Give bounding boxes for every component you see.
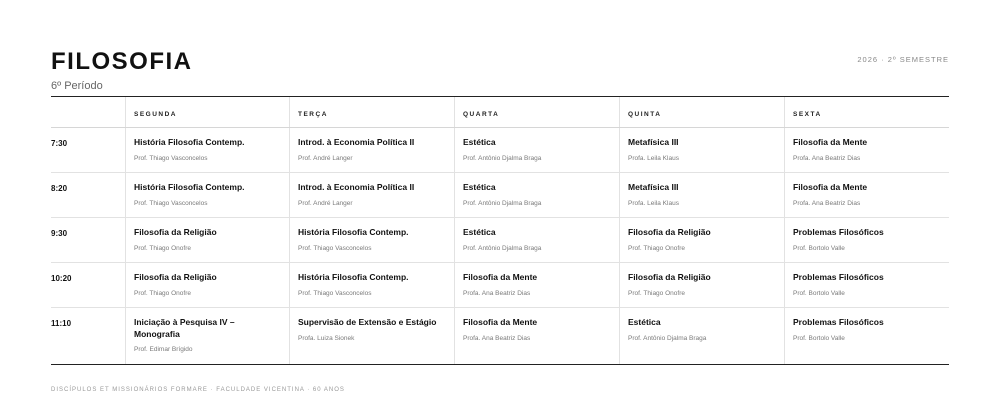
class-professor: Profa. Luiza Sionek [298,334,355,342]
class-name: Metafísica III [628,182,679,192]
class-professor: Prof. Thiago Vasconcelos [134,199,208,207]
class-name: Filosofia da Mente [463,272,538,282]
page-subtitle: 6º Período [51,80,103,92]
class-cell [125,173,289,217]
page-header [51,46,949,96]
table-row [51,308,949,364]
table-row [51,263,949,308]
class-professor: Prof. André Langer [298,154,353,162]
table-row [51,173,949,218]
day-header-sexta: SEXTA [784,97,949,127]
class-name: Metafísica III [628,137,679,147]
class-cell [289,173,454,217]
class-name: Filosofia da Mente [793,182,868,192]
class-cell [125,308,289,364]
class-cell [784,218,949,262]
class-name: Filosofia da Religião [628,272,711,282]
class-name: Supervisão de Extensão e Estágio [298,317,437,327]
class-professor: Prof. Thiago Vasconcelos [134,154,208,162]
class-cell [619,128,784,172]
class-cell [125,218,289,262]
time-slot: 9:30 [51,229,68,238]
class-cell [454,308,619,364]
class-name: História Filosofia Contemp. [298,227,409,237]
class-cell [454,263,619,307]
class-professor: Prof. Bortolo Valle [793,334,845,342]
class-professor: Prof. Antônio Djalma Braga [463,199,542,207]
class-cell [619,308,784,364]
class-name: Estética [628,317,661,327]
class-professor: Profa. Ana Beatriz Dias [463,289,531,297]
class-name: Estética [463,137,496,147]
class-professor: Prof. Thiago Vasconcelos [298,289,372,297]
table-row [51,218,949,263]
class-cell [619,218,784,262]
class-professor: Prof. Bortolo Valle [793,289,845,297]
class-cell [619,173,784,217]
class-cell [454,173,619,217]
class-name: Estética [463,182,496,192]
class-name: Filosofia da Religião [628,227,711,237]
time-header-cell [51,97,125,127]
class-name: História Filosofia Contemp. [134,182,245,192]
class-cell [289,308,454,364]
class-name: Filosofia da Mente [793,137,868,147]
class-professor: Prof. Antônio Djalma Braga [628,334,707,342]
class-cell [454,218,619,262]
class-cell [784,173,949,217]
class-name: Introd. à Economia Política II [298,182,415,192]
day-header-quarta: QUARTA [454,97,619,127]
time-slot: 8:20 [51,184,68,193]
class-name: Problemas Filosóficos [793,227,884,237]
class-professor: Prof. Bortolo Valle [793,244,845,252]
class-name: Estética [463,227,496,237]
page-footer: DISCÍPULOS ET MISSIONÁRIOS FORMARE · FACULDADE VICENTINA · 60 ANOS [51,387,345,393]
class-name: Introd. à Economia Política II [298,137,415,147]
class-cell [784,128,949,172]
class-professor: Profa. Leila Klaus [628,154,679,162]
time-slot: 7:30 [51,139,68,148]
class-professor: Prof. Edimar Brígido [134,346,193,353]
class-professor: Prof. Antônio Djalma Braga [463,154,542,162]
table-row [51,128,949,173]
time-slot: 11:10 [51,319,72,328]
class-professor: Profa. Leila Klaus [628,199,679,207]
class-cell [454,128,619,172]
table-header-row [51,97,949,128]
page-title: FILOSOFIA [51,48,193,75]
class-professor: Profa. Ana Beatriz Dias [793,199,861,207]
class-cell [125,128,289,172]
class-professor: Prof. Thiago Onofre [134,244,191,252]
class-professor: Profa. Ana Beatriz Dias [793,154,861,162]
class-professor: Prof. Thiago Onofre [628,244,685,252]
class-professor: Prof. Thiago Vasconcelos [298,244,372,252]
class-cell [784,308,949,364]
class-cell [289,128,454,172]
class-name: Filosofia da Religião [134,227,217,237]
class-name: História Filosofia Contemp. [298,272,409,282]
class-name: Problemas Filosóficos [793,317,884,327]
day-header-quinta: QUINTA [619,97,784,127]
class-cell [619,263,784,307]
class-professor: Prof. Thiago Onofre [628,289,685,297]
term-label: 2026 · 2º SEMESTRE [857,55,949,64]
class-cell [125,263,289,307]
time-slot: 10:20 [51,274,72,283]
class-name: História Filosofia Contemp. [134,137,245,147]
class-name: Filosofia da Religião [134,272,217,282]
day-header-terca: TERÇA [289,97,454,127]
class-name: Iniciação à Pesquisa IV – Monografia [134,317,235,339]
class-name: Problemas Filosóficos [793,272,884,282]
class-cell [289,218,454,262]
class-cell [289,263,454,307]
day-header-segunda: SEGUNDA [125,97,289,127]
class-professor: Prof. Antônio Djalma Braga [463,244,542,252]
class-name: Filosofia da Mente [463,317,538,327]
schedule-table [51,96,949,365]
class-professor: Prof. Thiago Onofre [134,289,191,297]
class-cell [784,263,949,307]
class-professor: Profa. Ana Beatriz Dias [463,334,531,342]
class-professor: Prof. André Langer [298,199,353,207]
